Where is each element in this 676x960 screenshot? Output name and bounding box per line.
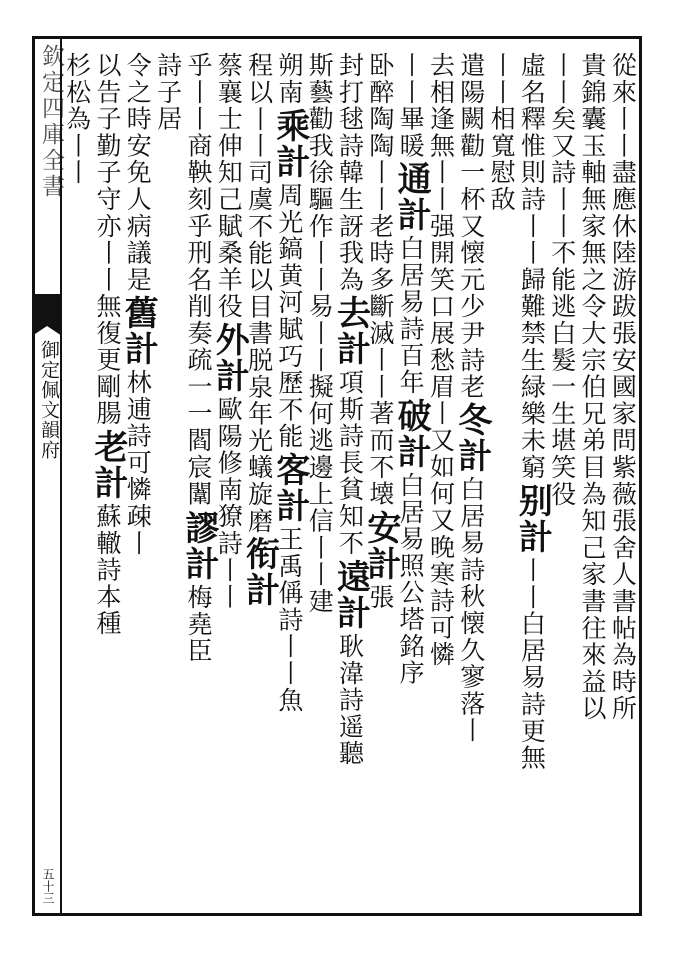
text-segment: 梅堯臣 [183, 583, 213, 665]
text-segment: 去相逢無丨丨强開笑口展愁眉 [426, 52, 456, 401]
text-segment: 邊上信丨丨建 [305, 454, 335, 615]
text-segment: 斷滅丨丨著而不壊 [365, 293, 395, 508]
fishtail-mark [32, 294, 62, 326]
margin-book-title-top: 欽定四庫全書 [38, 44, 64, 200]
margin-book-title: 御定佩文韻府 [38, 340, 60, 460]
margin-page-number: 五十三 [41, 868, 55, 904]
entry-heading: 通計 [391, 161, 432, 234]
entry-heading: 遠計 [330, 558, 371, 631]
text-segment: 張 [365, 583, 395, 611]
entry-heading: 乘計 [269, 107, 310, 180]
text-segment: 王禹偁詩丨丨魚 [274, 525, 304, 714]
text-segment: 白居易照公塔銘序 [396, 472, 426, 687]
text-segment: 丨又如何又晚寒詩可憐 [426, 400, 456, 669]
entry-heading: 謬計 [178, 509, 219, 582]
entry-heading: 破計 [391, 398, 432, 471]
text-segment: 乎丨丨商鞅刻乎刑名 [183, 52, 213, 294]
text-segment: 削奏疏一一閻宸闈 [183, 293, 213, 508]
text-segment: 以告子勤子守亦丨丨 [92, 52, 122, 294]
entry-heading: 别計 [512, 482, 553, 555]
entry-heading: 客計 [269, 451, 310, 524]
text-segment: 周光鎬黄河賦巧歷不能 [274, 181, 304, 450]
text-segment: 丨丨矣又詩丨丨不能逃白髮一生堪笑役 [547, 52, 577, 508]
entry-heading: 衔計 [239, 536, 280, 609]
text-segment: 卧醉陶陶丨丨老時多 [365, 52, 395, 294]
entry-heading: 外計 [209, 322, 250, 394]
text-segment: 令之時安免人病議是 [123, 52, 153, 294]
entry-heading: 舊計 [118, 295, 159, 368]
text-segment: 林逋詩可憐疎丨 [123, 369, 153, 557]
text-segment: 封打毬詩韓生訝我為 [335, 52, 365, 294]
text-segment: 耿湋詩遥聽 [335, 632, 365, 767]
text-segment: 歐陽修南獠詩丨丨 [214, 396, 244, 611]
text-segment: 從來丨丨盡應休陸游跋張安國家問紫薇張舍人書帖為時所 [608, 52, 638, 722]
text-segment: 脱泉年光蟻旋磨 [244, 346, 274, 535]
text-segment: 程 [244, 52, 274, 79]
text-segment: 項斯詩長貧知不 [335, 369, 365, 557]
text-segment: 無復更剛腸 [92, 293, 122, 428]
text-column [178, 52, 219, 908]
text-segment: 丨丨畢暖 [396, 52, 426, 160]
text-segment: 杉松為丨丨 [62, 52, 92, 186]
text-segment: 白居易詩秋懐久寥落丨 [456, 476, 486, 745]
text-segment: 蔡襄士伸知己賦桑羊役 [214, 52, 244, 320]
entry-heading: 老計 [87, 429, 128, 502]
text-segment: 虛名釋惟則詩丨丨歸難禁生緑樂未窮 [517, 52, 547, 481]
entry-heading: 冬計 [451, 402, 492, 475]
entry-heading: 安計 [360, 509, 401, 582]
text-column [62, 52, 92, 908]
text-segment: 白居易詩百年 [396, 235, 426, 397]
text-segment: 貴錦囊玉軸無家無之令大宗伯兄弟目為知己家書往來益以 [578, 52, 608, 722]
margin-divider [32, 36, 62, 38]
text-segment: 朔南 [274, 52, 304, 106]
text-segment: 斯藝勸我徐驅作丨丨易丨丨擬何逃 [305, 52, 335, 454]
text-segment: 詩子居 [153, 52, 183, 133]
entry-heading: 去計 [330, 295, 371, 368]
text-segment: 丨丨白居易詩更無 [517, 556, 547, 772]
text-segment: 丨丨相寬慰敌 [487, 52, 517, 213]
text-segment: 蘇轍詩本種 [92, 503, 122, 638]
text-columns [62, 52, 638, 908]
text-segment: 遣陽闕勸一杯又懐元少尹詩老 [456, 52, 486, 401]
text-segment: 以丨丨司虞不能以目書 [244, 78, 274, 347]
